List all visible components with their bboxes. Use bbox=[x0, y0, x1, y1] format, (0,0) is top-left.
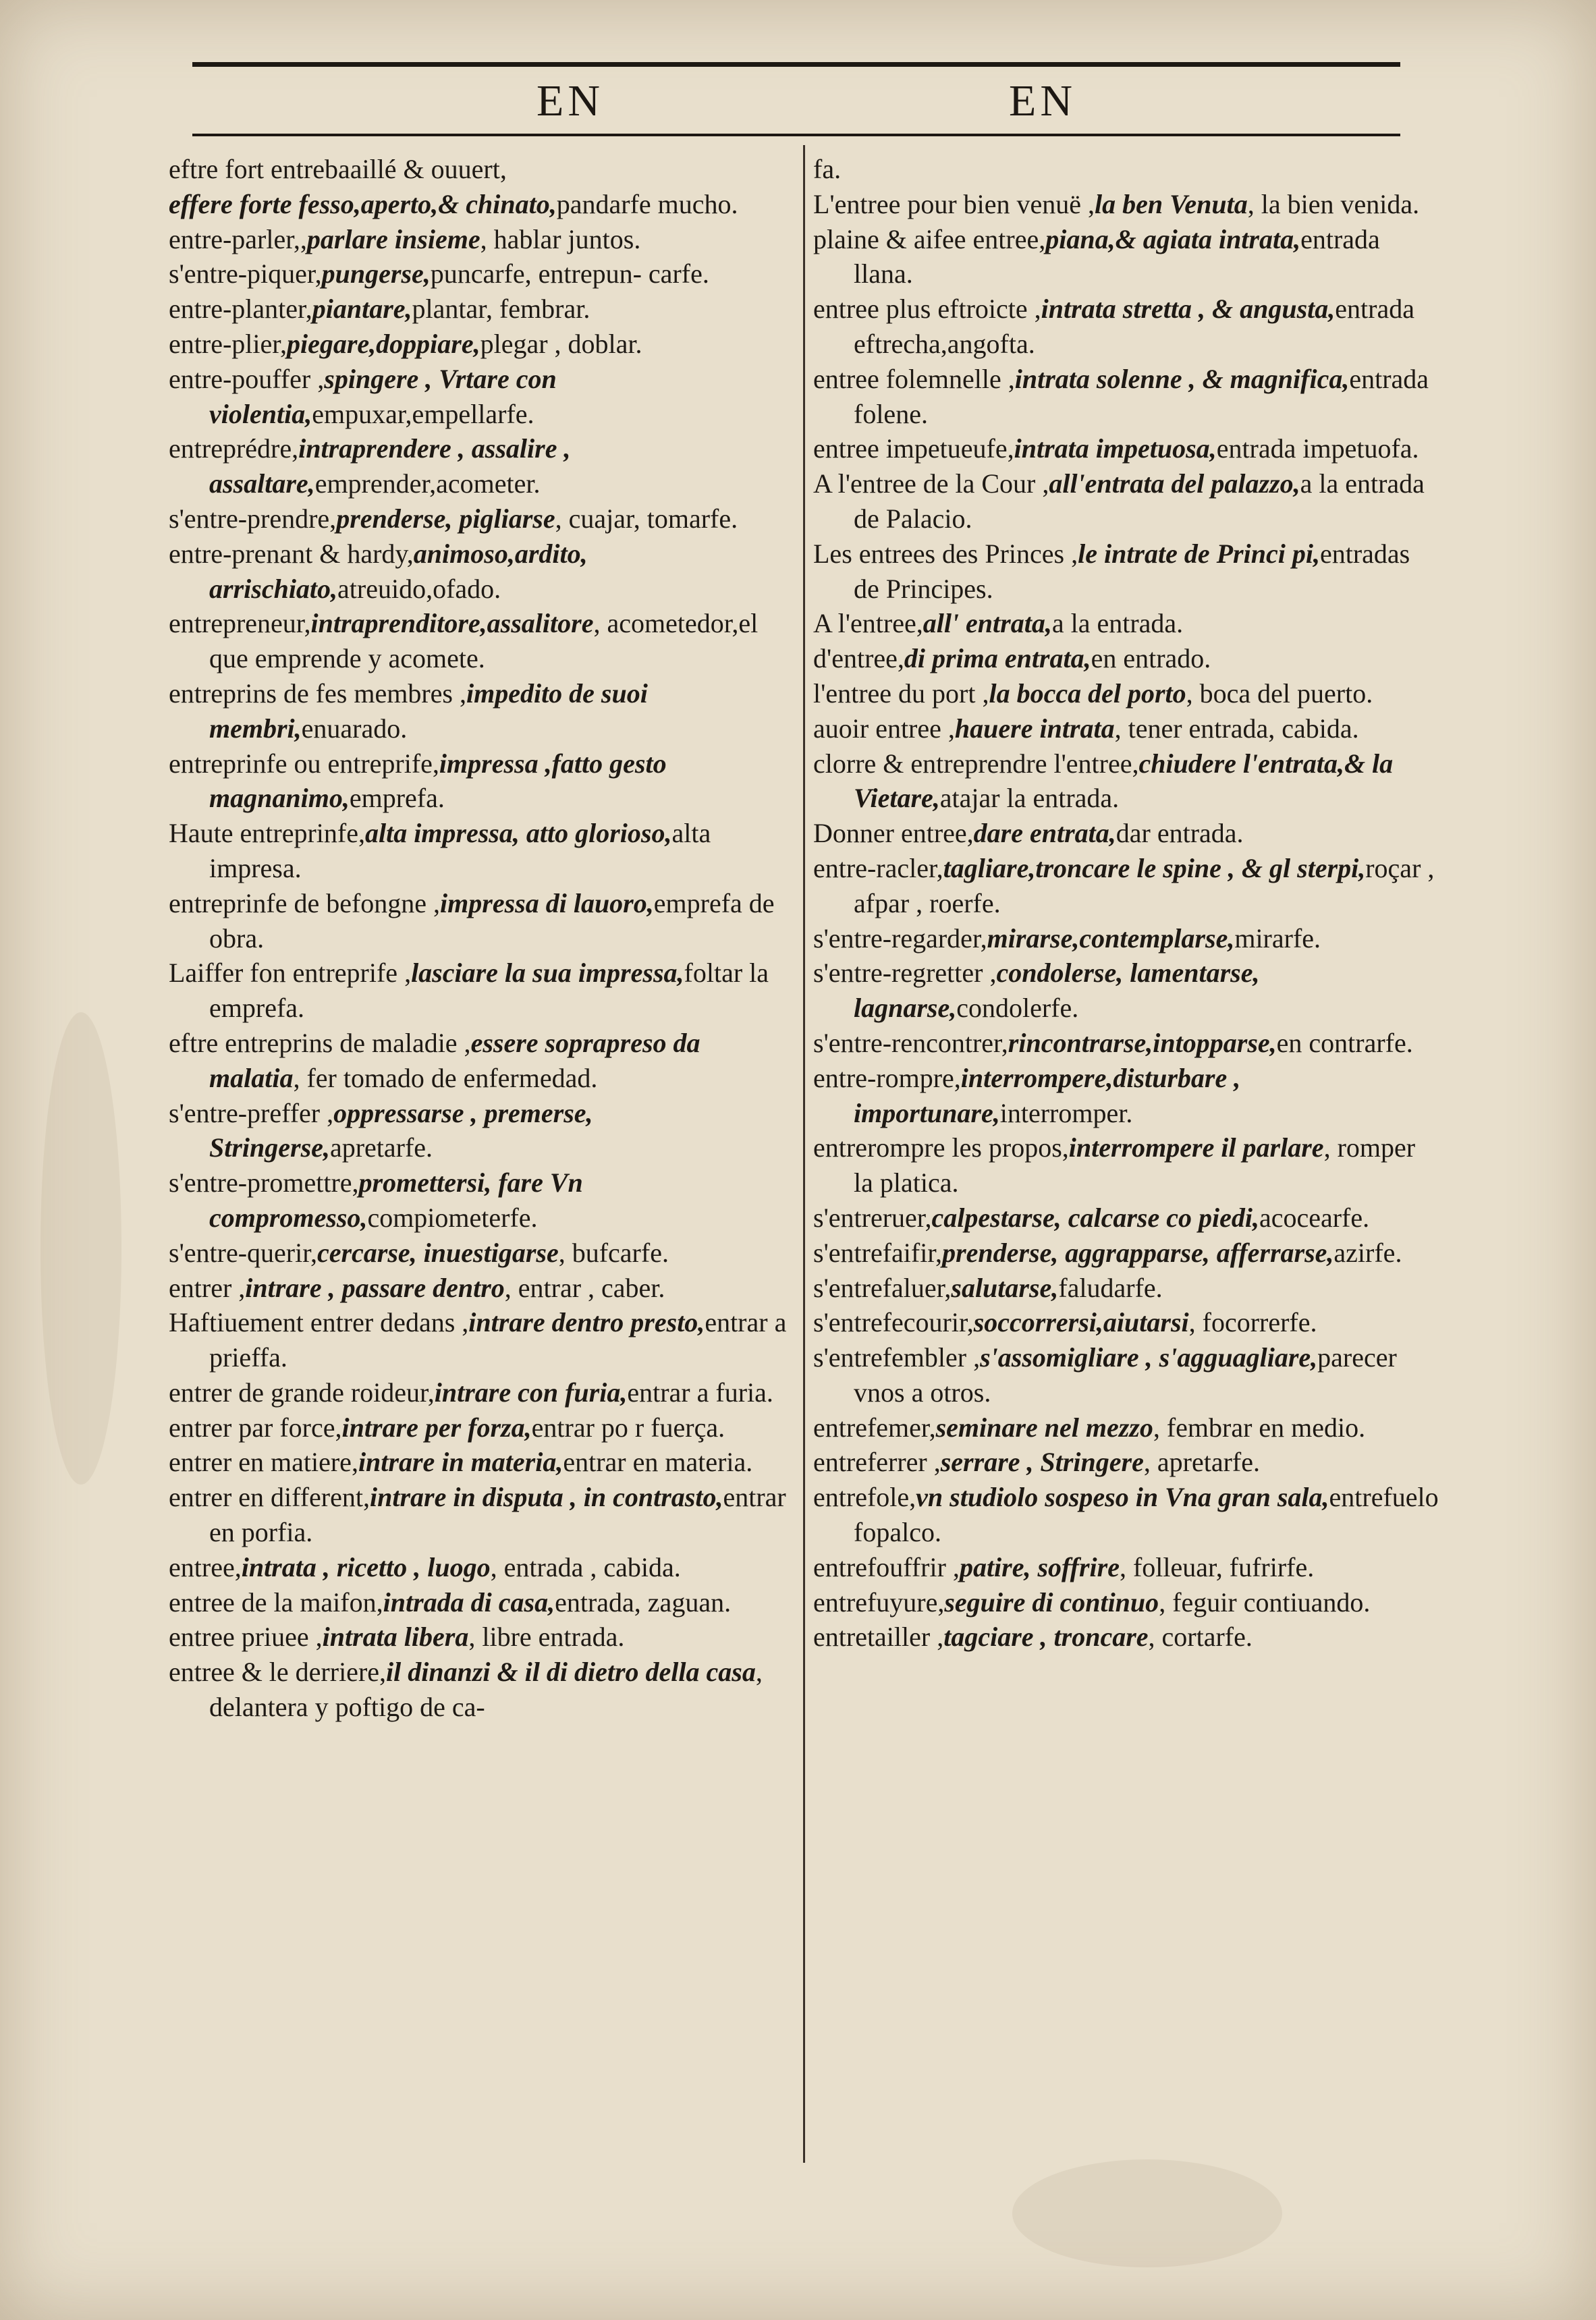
italian-gloss: vn studiolo sospeso in Vna gran sala, bbox=[916, 1482, 1329, 1513]
italian-gloss: effere forte fesso,aperto,& chinato, bbox=[169, 188, 557, 219]
french-headword: Haftiuement entrer dedans , bbox=[169, 1307, 469, 1338]
dictionary-entry bbox=[813, 711, 1441, 746]
spanish-gloss: plantar, fembrar. bbox=[412, 294, 590, 325]
spanish-gloss: , hablar juntos. bbox=[480, 223, 641, 254]
french-headword: entree plus eftroicte , bbox=[813, 294, 1041, 325]
italian-gloss: tagciare , troncare bbox=[943, 1622, 1149, 1653]
dictionary-entry bbox=[169, 1096, 796, 1166]
spanish-gloss: , focorrerfe. bbox=[1188, 1307, 1317, 1338]
italian-gloss: piegare,doppiare, bbox=[286, 328, 480, 359]
french-headword: entreferrer , bbox=[813, 1447, 941, 1478]
french-headword: entrefemer, bbox=[813, 1412, 936, 1443]
spanish-gloss: , romper la platica. bbox=[854, 1132, 1416, 1198]
italian-gloss: intrare in materia, bbox=[358, 1447, 563, 1478]
spanish-gloss: entradas de Principes. bbox=[854, 538, 1410, 604]
italian-gloss: le intrate de Princi pi, bbox=[1078, 538, 1320, 569]
spanish-gloss: , entrada , cabida. bbox=[490, 1551, 681, 1582]
spanish-gloss: dar entrada. bbox=[1116, 818, 1244, 849]
spanish-gloss: , fembrar en medio. bbox=[1153, 1412, 1366, 1443]
italian-gloss: impressa ,fatto gesto magnanimo, bbox=[209, 748, 667, 814]
spanish-gloss: entrar en materia. bbox=[563, 1447, 753, 1478]
dictionary-entry bbox=[169, 1480, 796, 1550]
dictionary-entry bbox=[169, 1305, 796, 1375]
french-headword: s'entrefembler , bbox=[813, 1342, 981, 1373]
french-headword: d'entree, bbox=[813, 643, 904, 674]
italian-gloss: impressa di lauoro, bbox=[440, 887, 654, 918]
dictionary-entry bbox=[813, 1620, 1441, 1655]
french-headword: entrer de grande roideur, bbox=[169, 1377, 435, 1408]
french-headword: s'entrefaifir, bbox=[813, 1237, 943, 1268]
italian-gloss: intrata solenne , & magnifica, bbox=[1014, 363, 1350, 394]
spanish-gloss: entrar a prieffa. bbox=[209, 1307, 787, 1373]
dictionary-entry bbox=[169, 431, 796, 501]
spanish-gloss: , bufcarfe. bbox=[558, 1237, 669, 1268]
french-headword: entreprinfe de befongne , bbox=[169, 887, 441, 918]
dictionary-entry bbox=[169, 1271, 796, 1306]
running-head-right: EN bbox=[1009, 76, 1076, 126]
spanish-gloss: entrada folene. bbox=[854, 363, 1429, 429]
french-headword: A l'entree de la Cour , bbox=[813, 468, 1049, 499]
italian-gloss: all'entrata del palazzo, bbox=[1049, 468, 1300, 499]
spanish-gloss: eftre fort entrebaaillé & ouuert, bbox=[169, 154, 507, 184]
french-headword: entrer en matiere, bbox=[169, 1447, 358, 1478]
dictionary-entry bbox=[813, 1410, 1441, 1445]
spanish-gloss: , cortarfe. bbox=[1148, 1622, 1253, 1653]
french-headword: entreprins de fes membres , bbox=[169, 678, 466, 709]
french-headword: entrefuyure, bbox=[813, 1586, 945, 1618]
dictionary-entry bbox=[813, 1480, 1441, 1550]
dictionary-entry bbox=[813, 1130, 1441, 1200]
spanish-gloss: entrada, zaguan. bbox=[555, 1586, 732, 1618]
french-headword: s'entre-piquer, bbox=[169, 258, 322, 289]
italian-gloss: intrare con furia, bbox=[434, 1377, 628, 1408]
dictionary-entry bbox=[169, 187, 796, 222]
spanish-gloss: a la entrada de Palacio. bbox=[854, 468, 1425, 534]
left-column bbox=[169, 152, 796, 1725]
spanish-gloss: , delantera y poftigo de ca- bbox=[209, 1657, 763, 1723]
italian-gloss: interrompere,disturbare , importunare, bbox=[854, 1062, 1241, 1128]
spanish-gloss: atajar la entrada. bbox=[939, 783, 1120, 814]
italian-gloss: s'assomigliare , s'agguagliare, bbox=[980, 1342, 1318, 1373]
dictionary-entry bbox=[813, 1340, 1441, 1410]
french-headword: entree & le derriere, bbox=[169, 1657, 387, 1688]
dictionary-entry bbox=[813, 1585, 1441, 1620]
french-headword: s'entre-promettre, bbox=[169, 1167, 359, 1198]
italian-gloss: impedito de suoi membri, bbox=[209, 678, 648, 744]
italian-gloss: intrata , ricetto , luogo bbox=[241, 1551, 491, 1582]
dictionary-entry bbox=[169, 676, 796, 746]
dictionary-entry bbox=[169, 1236, 796, 1271]
dictionary-entry bbox=[169, 746, 796, 817]
french-headword: s'entrefaluer, bbox=[813, 1272, 952, 1303]
french-headword: entree, bbox=[169, 1551, 242, 1582]
italian-gloss: interrompere il parlare bbox=[1068, 1132, 1324, 1163]
column-divider bbox=[803, 145, 805, 2163]
dictionary-entry bbox=[169, 501, 796, 536]
italian-gloss: dare entrata, bbox=[973, 818, 1116, 849]
italian-gloss: intrata impetuosa, bbox=[1014, 433, 1217, 464]
spanish-gloss: entrefuelo fopalco. bbox=[854, 1482, 1439, 1548]
spanish-gloss: , tener entrada, cabida. bbox=[1114, 713, 1359, 744]
italian-gloss: soccorrersi,aiutarsi bbox=[973, 1307, 1189, 1338]
french-headword: entrerompre les propos, bbox=[813, 1132, 1069, 1163]
french-headword: s'entre-preffer , bbox=[169, 1097, 334, 1128]
dictionary-entry bbox=[169, 536, 796, 607]
spanish-gloss: entrada llana. bbox=[854, 223, 1380, 289]
french-headword: entrefole, bbox=[813, 1482, 916, 1513]
italian-gloss: il dinanzi & il di dietro della casa bbox=[386, 1657, 756, 1688]
french-headword: entre-racler, bbox=[813, 852, 943, 883]
dictionary-entry bbox=[813, 1236, 1441, 1271]
spanish-gloss: empuxar,empellarfe. bbox=[312, 398, 534, 429]
italian-gloss: intrare , passare dentro bbox=[245, 1272, 505, 1303]
spanish-gloss: en contrarfe. bbox=[1276, 1027, 1413, 1058]
dictionary-entry bbox=[169, 1026, 796, 1096]
spanish-gloss: compiometerfe. bbox=[367, 1202, 538, 1233]
french-headword: entree de la maifon, bbox=[169, 1586, 383, 1618]
spanish-gloss: emprefa de obra. bbox=[209, 887, 775, 954]
dictionary-entry bbox=[813, 292, 1441, 362]
dictionary-entry bbox=[813, 956, 1441, 1026]
dictionary-entry bbox=[813, 1200, 1441, 1236]
dictionary-entry bbox=[169, 606, 796, 676]
dictionary-entry bbox=[169, 1375, 796, 1410]
dictionary-entry bbox=[813, 816, 1441, 851]
dictionary-entry bbox=[813, 1550, 1441, 1585]
italian-gloss: intraprenditore,assalitore bbox=[310, 608, 594, 639]
french-headword: s'entre-querir, bbox=[169, 1237, 317, 1268]
italian-gloss: patire, soffrire bbox=[959, 1551, 1120, 1582]
right-column bbox=[813, 152, 1441, 1655]
spanish-gloss: , boca del puerto. bbox=[1186, 678, 1373, 709]
spanish-gloss: , cuajar, tomarfe. bbox=[555, 503, 738, 534]
italian-gloss: piana,& agiata intrata, bbox=[1045, 223, 1301, 254]
italian-gloss: animoso,ardito, arrischiato, bbox=[209, 538, 588, 604]
dictionary-entry bbox=[813, 1305, 1441, 1340]
italian-gloss: essere soprapreso da malatia bbox=[209, 1027, 700, 1093]
dictionary-entry bbox=[813, 851, 1441, 921]
spanish-gloss: azirfe. bbox=[1333, 1237, 1402, 1268]
spanish-gloss: atreuido,ofado. bbox=[337, 573, 501, 604]
spanish-gloss: acocearfe. bbox=[1259, 1202, 1370, 1233]
running-head-left: EN bbox=[536, 76, 604, 126]
dictionary-entry bbox=[813, 466, 1441, 536]
spanish-gloss: entrar a furia. bbox=[627, 1377, 773, 1408]
french-headword: Donner entree, bbox=[813, 818, 974, 849]
french-headword: entre-planter, bbox=[169, 294, 312, 325]
spanish-gloss: , apretarfe. bbox=[1143, 1447, 1260, 1478]
dictionary-entry bbox=[169, 956, 796, 1026]
french-headword: entretailler , bbox=[813, 1622, 944, 1653]
italian-gloss: prenderse, pigliarse bbox=[336, 503, 555, 534]
spanish-gloss: , la bien venida. bbox=[1247, 188, 1420, 219]
spanish-gloss: faludarfe. bbox=[1058, 1272, 1163, 1303]
header-rule-lower bbox=[192, 134, 1400, 136]
french-headword: s'entre-regarder, bbox=[813, 922, 987, 954]
italian-gloss: all' entrata, bbox=[923, 608, 1052, 639]
italian-gloss: rincontrarse,intopparse, bbox=[1008, 1027, 1277, 1058]
italian-gloss: di prima entrata, bbox=[904, 643, 1091, 674]
dictionary-entry bbox=[813, 606, 1441, 641]
italian-gloss: promettersi, fare Vn compromesso, bbox=[209, 1167, 583, 1233]
italian-gloss: mirarse,contemplarse, bbox=[987, 922, 1235, 954]
dictionary-entry bbox=[169, 256, 796, 292]
spanish-gloss: parecer vnos a otros. bbox=[854, 1342, 1397, 1408]
spanish-gloss: apretarfe. bbox=[329, 1132, 433, 1163]
dictionary-entry bbox=[169, 362, 796, 432]
spanish-gloss: emprefa. bbox=[349, 783, 445, 814]
dictionary-entry bbox=[169, 1655, 796, 1725]
spanish-gloss: plegar , doblar. bbox=[480, 328, 642, 359]
spanish-gloss: , fer tomado de enfermedad. bbox=[293, 1062, 598, 1093]
italian-gloss: intrata stretta , & angusta, bbox=[1041, 294, 1336, 325]
italian-gloss: intrare per forza, bbox=[341, 1412, 532, 1443]
spanish-gloss: alta impresa. bbox=[209, 818, 711, 883]
french-headword: s'entrefecourir, bbox=[813, 1307, 974, 1338]
dictionary-entry bbox=[813, 676, 1441, 711]
french-headword: Les entrees des Princes , bbox=[813, 538, 1078, 569]
french-headword: l'entree du port , bbox=[813, 678, 989, 709]
french-headword: entrer par force, bbox=[169, 1412, 342, 1443]
french-headword: L'entree pour bien venuë , bbox=[813, 188, 1095, 219]
spanish-gloss: entrar po r fuerça. bbox=[531, 1412, 725, 1443]
italian-gloss: lasciare la sua impressa, bbox=[411, 958, 684, 989]
french-headword: entrepreneur, bbox=[169, 608, 311, 639]
italian-gloss: intrata libera bbox=[322, 1622, 469, 1653]
spanish-gloss: , feguir contiuando. bbox=[1159, 1586, 1371, 1618]
french-headword: entrefouffrir , bbox=[813, 1551, 960, 1582]
italian-gloss: alta impressa, atto glorioso, bbox=[364, 818, 672, 849]
spanish-gloss: enuarado. bbox=[301, 713, 408, 744]
french-headword: s'entreruer, bbox=[813, 1202, 932, 1233]
french-headword: eftre entreprins de maladie , bbox=[169, 1027, 471, 1058]
dictionary-entry bbox=[169, 1445, 796, 1480]
french-headword: Haute entreprinfe, bbox=[169, 818, 365, 849]
italian-gloss: seguire di continuo bbox=[944, 1586, 1159, 1618]
spanish-gloss: entrada eftrecha,angofta. bbox=[854, 294, 1414, 359]
french-headword: entre-rompre, bbox=[813, 1062, 961, 1093]
italian-gloss: pungerse, bbox=[321, 258, 431, 289]
dictionary-entry bbox=[813, 431, 1441, 466]
dictionary-entry bbox=[169, 1550, 796, 1585]
italian-gloss: piantare, bbox=[312, 294, 412, 325]
dictionary-entry bbox=[169, 886, 796, 956]
italian-gloss: cercarse, inuestigarse bbox=[317, 1237, 559, 1268]
french-headword: entre-prenant & hardy, bbox=[169, 538, 414, 569]
italian-gloss: intrare in disputa , in contrasto, bbox=[370, 1482, 723, 1513]
spanish-gloss: pandarfe mucho. bbox=[556, 188, 738, 219]
french-headword: entrer , bbox=[169, 1272, 246, 1303]
spanish-gloss: entrar en porfia. bbox=[209, 1482, 786, 1548]
page-stain bbox=[1012, 2159, 1282, 2267]
dictionary-entry bbox=[813, 1061, 1441, 1131]
italian-gloss: la ben Venuta bbox=[1095, 188, 1248, 219]
dictionary-entry bbox=[813, 1271, 1441, 1306]
italian-gloss: spingere , Vrtare con violentia, bbox=[209, 363, 557, 429]
french-headword: entree impetueufe, bbox=[813, 433, 1014, 464]
french-headword: s'entre-regretter , bbox=[813, 958, 997, 989]
spanish-gloss: , libre entrada. bbox=[468, 1622, 625, 1653]
dictionary-entry bbox=[813, 1026, 1441, 1061]
dictionary-entry bbox=[169, 222, 796, 257]
french-headword: auoir entree , bbox=[813, 713, 955, 744]
spanish-gloss: roçar , afpar , roerfe. bbox=[854, 852, 1435, 918]
french-headword: Laiffer fon entreprife , bbox=[169, 958, 412, 989]
spanish-gloss: emprender,acometer. bbox=[314, 468, 541, 499]
french-headword: entreprédre, bbox=[169, 433, 299, 464]
italian-gloss: tagliare,troncare le spine , & gl sterpi, bbox=[943, 852, 1366, 883]
italian-gloss: salutarse, bbox=[951, 1272, 1059, 1303]
italian-gloss: intraprendere , assalire , assaltare, bbox=[209, 433, 571, 499]
french-headword: entrer en different, bbox=[169, 1482, 370, 1513]
dictionary-entry bbox=[813, 921, 1441, 956]
italian-gloss: condolerse, lamentarse, lagnarse, bbox=[854, 958, 1260, 1024]
spanish-gloss: mirarfe. bbox=[1234, 922, 1321, 954]
dictionary-entry bbox=[169, 1165, 796, 1236]
spanish-gloss: fa. bbox=[813, 154, 842, 184]
page-stain bbox=[40, 1012, 121, 1485]
spanish-gloss: foltar la emprefa. bbox=[209, 958, 769, 1024]
dictionary-entry bbox=[169, 816, 796, 886]
spanish-gloss: , entrar , caber. bbox=[504, 1272, 665, 1303]
french-headword: entree priuee , bbox=[169, 1622, 323, 1653]
dictionary-entry bbox=[169, 292, 796, 327]
french-headword: s'entre-prendre, bbox=[169, 503, 337, 534]
spanish-gloss: condolerfe. bbox=[956, 993, 1079, 1024]
dictionary-entry bbox=[813, 746, 1441, 817]
french-headword: clorre & entreprendre l'entree, bbox=[813, 748, 1139, 779]
italian-gloss: serrare , Stringere bbox=[940, 1447, 1144, 1478]
italian-gloss: oppressarse , premerse, Stringerse, bbox=[209, 1097, 593, 1163]
dictionary-entry bbox=[813, 222, 1441, 292]
spanish-gloss: , folleuar, fufrirfe. bbox=[1119, 1551, 1315, 1582]
french-headword: entre-pouffer , bbox=[169, 363, 325, 394]
dictionary-entry bbox=[813, 362, 1441, 432]
french-headword: s'entre-rencontrer, bbox=[813, 1027, 1008, 1058]
italian-gloss: hauere intrata bbox=[954, 713, 1115, 744]
french-headword: plaine & aifee entree, bbox=[813, 223, 1046, 254]
dictionary-entry bbox=[169, 1585, 796, 1620]
dictionary-entry bbox=[169, 327, 796, 362]
spanish-gloss: , acometedor,el que emprende y acomete. bbox=[209, 608, 759, 674]
italian-gloss: la bocca del porto bbox=[989, 678, 1186, 709]
dictionary-entry bbox=[169, 1620, 796, 1655]
spanish-gloss: entrada impetuofa. bbox=[1216, 433, 1419, 464]
french-headword: entre-plier, bbox=[169, 328, 287, 359]
italian-gloss: calpestarse, calcarse co piedi, bbox=[931, 1202, 1259, 1233]
dictionary-entry bbox=[813, 641, 1441, 676]
french-headword: entreprinfe ou entreprife, bbox=[169, 748, 439, 779]
spanish-gloss: en entrado. bbox=[1091, 643, 1211, 674]
italian-gloss: seminare nel mezzo bbox=[935, 1412, 1153, 1443]
dictionary-entry bbox=[813, 536, 1441, 607]
dictionary-entry bbox=[169, 152, 796, 187]
spanish-gloss: puncarfe, entrepun- carfe. bbox=[430, 258, 709, 289]
dictionary-entry bbox=[169, 1410, 796, 1445]
dictionary-entry bbox=[813, 1445, 1441, 1480]
italian-gloss: prenderse, aggrapparse, afferrarse, bbox=[942, 1237, 1334, 1268]
spanish-gloss: a la entrada. bbox=[1051, 608, 1184, 639]
italian-gloss: intrada di casa, bbox=[383, 1586, 555, 1618]
italian-gloss: chiudere l'entrata,& la Vietare, bbox=[854, 748, 1394, 814]
italian-gloss: intrare dentro presto, bbox=[468, 1307, 705, 1338]
french-headword: entree folemnelle , bbox=[813, 363, 1015, 394]
french-headword: A l'entree, bbox=[813, 608, 923, 639]
spanish-gloss: interromper. bbox=[999, 1097, 1133, 1128]
french-headword: entre-parler,, bbox=[169, 223, 307, 254]
dictionary-entry bbox=[813, 187, 1441, 222]
header-rule bbox=[192, 62, 1400, 67]
dictionary-entry bbox=[813, 152, 1441, 187]
italian-gloss: parlare insieme bbox=[306, 223, 480, 254]
